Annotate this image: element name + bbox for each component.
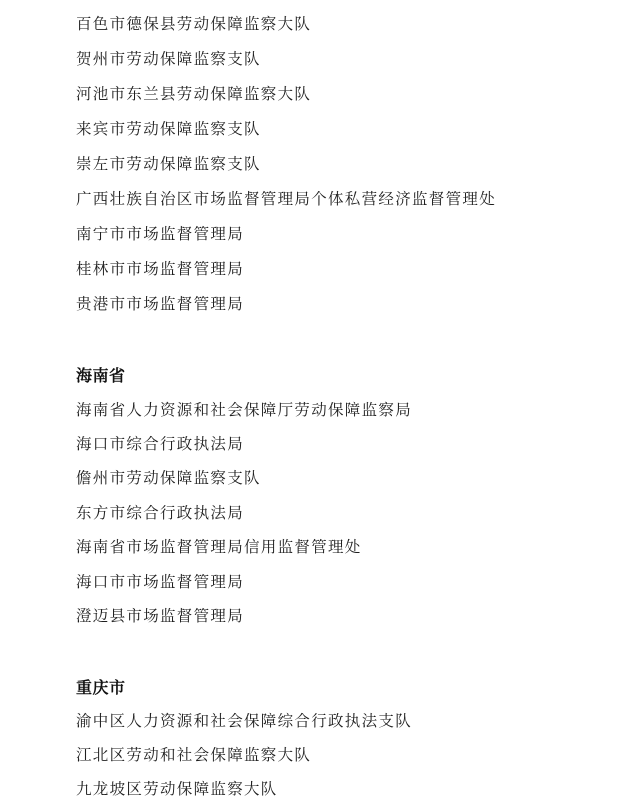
list-item: 海口市市场监督管理局 (76, 573, 245, 591)
list-item: 百色市德保县劳动保障监察大队 (76, 15, 312, 33)
list-item: 桂林市市场监督管理局 (76, 260, 245, 278)
list-item: 海南省人力资源和社会保障厅劳动保障监察局 (76, 401, 413, 419)
list-item: 河池市东兰县劳动保障监察大队 (76, 85, 312, 103)
list-item: 东方市综合行政执法局 (76, 504, 245, 522)
list-item: 澄迈县市场监督管理局 (76, 607, 245, 625)
list-item: 儋州市劳动保障监察支队 (76, 469, 261, 487)
list-item: 广西壮族自治区市场监督管理局个体私营经济监督管理处 (76, 190, 497, 208)
list-item: 渝中区人力资源和社会保障综合行政执法支队 (76, 712, 413, 730)
list-item: 海口市综合行政执法局 (76, 435, 245, 453)
section-heading-chongqing: 重庆市 (76, 678, 126, 697)
list-item: 贺州市劳动保障监察支队 (76, 50, 261, 68)
list-item: 九龙坡区劳动保障监察大队 (76, 780, 278, 798)
list-item: 江北区劳动和社会保障监察大队 (76, 746, 312, 764)
list-item: 贵港市市场监督管理局 (76, 295, 245, 313)
list-item: 崇左市劳动保障监察支队 (76, 155, 261, 173)
section-heading-hainan: 海南省 (76, 366, 126, 385)
list-item: 南宁市市场监督管理局 (76, 225, 245, 243)
list-item: 来宾市劳动保障监察支队 (76, 120, 261, 138)
list-item: 海南省市场监督管理局信用监督管理处 (76, 538, 362, 556)
